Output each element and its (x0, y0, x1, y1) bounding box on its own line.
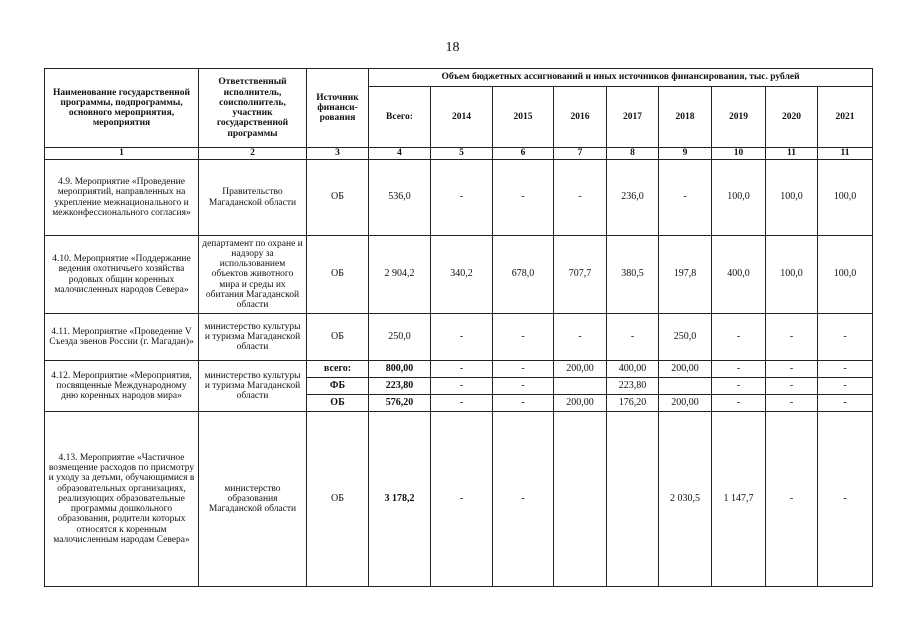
row-source: ОБ (307, 314, 369, 361)
header-year: 2021 (818, 87, 873, 148)
header-responsible: Ответственный исполнитель, соисполнитель, участник государственной программы (199, 69, 307, 148)
header-year: 2017 (607, 87, 659, 148)
row-name: 4.12. Мероприятие «Мероприятия, посвященные Международному дню коренных народов мира» (45, 361, 199, 412)
row-value: 100,0 (818, 160, 873, 236)
row-responsible: министерство образования Магаданской области (199, 412, 307, 587)
row-value: - (431, 412, 493, 587)
row-value: 200,00 (659, 395, 712, 412)
column-number: 8 (607, 148, 659, 160)
table-row (45, 412, 873, 587)
row-value: 223,80 (369, 378, 431, 395)
row-value: - (712, 361, 766, 378)
row-value: 223,80 (607, 378, 659, 395)
row-value: - (554, 160, 607, 236)
row-value: 200,00 (659, 361, 712, 378)
row-value: - (818, 378, 873, 395)
table-row (45, 361, 873, 378)
row-value: - (493, 412, 554, 587)
row-value: - (607, 314, 659, 361)
row-source: ОБ (307, 236, 369, 314)
table-row (45, 236, 873, 314)
row-value: 176,20 (607, 395, 659, 412)
row-value: 707,7 (554, 236, 607, 314)
header-year: 2020 (766, 87, 818, 148)
row-value: - (493, 378, 554, 395)
column-number: 11 (766, 148, 818, 160)
row-value: 100,0 (766, 236, 818, 314)
row-value: 380,5 (607, 236, 659, 314)
header-year: 2018 (659, 87, 712, 148)
header-name: Наименование государственной программы, подпрограммы, основного мероприятия, мероприятия (45, 69, 199, 148)
row-value: - (431, 160, 493, 236)
row-value: 340,2 (431, 236, 493, 314)
row-value: - (431, 378, 493, 395)
page-number: 18 (445, 40, 460, 55)
row-value: - (493, 160, 554, 236)
row-responsible: Правительство Магаданской области (199, 160, 307, 236)
budget-table (44, 68, 873, 587)
column-number-row (45, 148, 873, 160)
column-number: 6 (493, 148, 554, 160)
row-source: всего: (307, 361, 369, 378)
row-source: ОБ (307, 160, 369, 236)
row-value: - (766, 395, 818, 412)
row-value: - (431, 314, 493, 361)
row-value: - (493, 314, 554, 361)
row-value: 100,0 (818, 236, 873, 314)
header-volume: Объем бюджетных ассигнований и иных источников финансирования, тыс. рублей (369, 69, 873, 87)
column-number: 2 (199, 148, 307, 160)
row-value: - (766, 361, 818, 378)
column-number: 7 (554, 148, 607, 160)
row-value: 3 178,2 (369, 412, 431, 587)
column-number: 10 (712, 148, 766, 160)
header-source: Источник финанси-рования (307, 69, 369, 148)
row-name: 4.11. Мероприятие «Проведение V Съезда эвенов России (г. Магадан)» (45, 314, 199, 361)
row-value: 2 030,5 (659, 412, 712, 587)
row-value: - (818, 361, 873, 378)
row-responsible: департамент по охране и надзору за использованием объектов животного мира и среды их обитания Магаданской области (199, 236, 307, 314)
row-value: - (818, 412, 873, 587)
row-value: 197,8 (659, 236, 712, 314)
row-value: - (766, 378, 818, 395)
row-source: ФБ (307, 378, 369, 395)
row-value: 236,0 (607, 160, 659, 236)
row-value: 1 147,7 (712, 412, 766, 587)
row-responsible: министерство культуры и туризма Магаданской области (199, 314, 307, 361)
row-value: - (766, 412, 818, 587)
row-value: 400,00 (607, 361, 659, 378)
row-name: 4.13. Мероприятие «Частичное возмещение расходов по присмотру и уходу за детьми, обучающимися в образовательных организациях, реализующих образовательные программы дошкольного образования, родители которых относятся к коренным малочисленным народам Севера» (45, 412, 199, 587)
row-value: 250,0 (659, 314, 712, 361)
column-number: 9 (659, 148, 712, 160)
row-value: 400,0 (712, 236, 766, 314)
column-number: 1 (45, 148, 199, 160)
row-value: 678,0 (493, 236, 554, 314)
row-value: 200,00 (554, 361, 607, 378)
header-year: 2014 (431, 87, 493, 148)
row-value: - (493, 361, 554, 378)
row-value: - (712, 378, 766, 395)
header-year: 2016 (554, 87, 607, 148)
row-value: 100,0 (712, 160, 766, 236)
row-value: - (818, 395, 873, 412)
header-year: 2015 (493, 87, 554, 148)
column-number: 3 (307, 148, 369, 160)
table-row (45, 314, 873, 361)
row-source: ОБ (307, 395, 369, 412)
row-responsible: министерство культуры и туризма Магаданской области (199, 361, 307, 412)
row-value (554, 412, 607, 587)
header-year: 2019 (712, 87, 766, 148)
row-name: 4.10. Мероприятие «Поддержание ведения охотничьего хозяйства родовых общин коренных малочисленных народов Севера» (45, 236, 199, 314)
header-total: Всего: (369, 87, 431, 148)
row-value (659, 378, 712, 395)
row-value: 576,20 (369, 395, 431, 412)
row-value: - (431, 395, 493, 412)
table-row (45, 160, 873, 236)
column-number: 11 (818, 148, 873, 160)
row-value: 200,00 (554, 395, 607, 412)
row-source: ОБ (307, 412, 369, 587)
row-value: 800,00 (369, 361, 431, 378)
row-value: - (712, 314, 766, 361)
row-value (607, 412, 659, 587)
row-value: - (554, 314, 607, 361)
row-value: 2 904,2 (369, 236, 431, 314)
column-number: 4 (369, 148, 431, 160)
row-name: 4.9. Мероприятие «Проведение мероприятий, направленных на укрепление межнационального и межконфессионального согласия» (45, 160, 199, 236)
row-value: - (493, 395, 554, 412)
row-value: 250,0 (369, 314, 431, 361)
column-number: 5 (431, 148, 493, 160)
row-value: - (818, 314, 873, 361)
row-value: 100,0 (766, 160, 818, 236)
row-value: - (712, 395, 766, 412)
row-value: 536,0 (369, 160, 431, 236)
row-value: - (431, 361, 493, 378)
row-value: - (659, 160, 712, 236)
row-value (554, 378, 607, 395)
row-value: - (766, 314, 818, 361)
